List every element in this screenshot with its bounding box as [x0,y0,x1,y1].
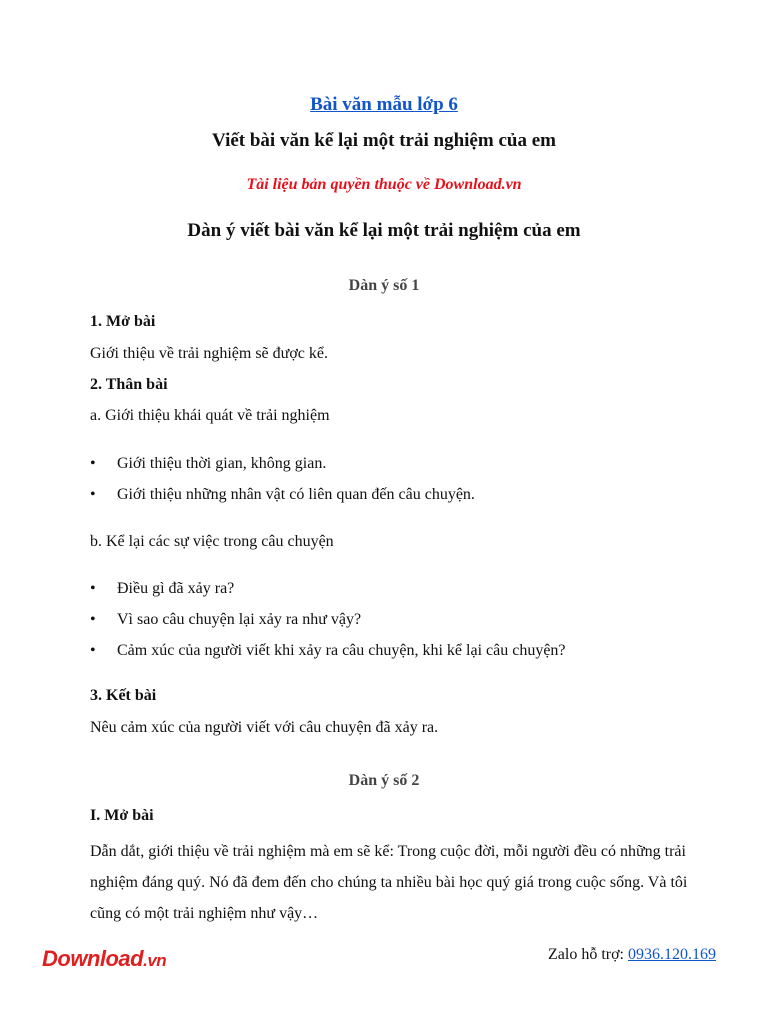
copyright-notice: Tài liệu bản quyền thuộc về Download.vn [246,176,522,193]
download-vn-logo[interactable] [42,946,166,972]
outline-2-intro-heading: I. Mở bài [90,807,154,824]
zalo-support [548,946,716,964]
outline-1-intro-heading: 1. Mở bài [90,313,156,330]
zalo-phone-link[interactable]: 0936.120.169 [628,946,716,963]
outline-1-bullets-a [90,454,475,516]
logo-suffix: .vn [143,951,167,970]
page-title: Viết bài văn kể lại một trải nghiệm của em [212,130,556,151]
list-item: • Giới thiệu những nhân vật có liên quan đến câu chuyện. [90,485,475,516]
list-item: • Vì sao câu chuyện lại xảy ra như vậy? [90,610,566,641]
logo-text: Download [42,946,144,971]
outline-1-part-a: a. Giới thiệu khái quát về trải nghiệm [90,407,330,424]
outline-1-body-heading: 2. Thân bài [90,376,168,393]
outline-1-title: Dàn ý số 1 [348,277,420,294]
outline-1-intro-text: Giới thiệu về trải nghiệm sẽ được kể. [90,345,328,362]
list-item: • Cảm xúc của người viết khi xảy ra câu chuyện, khi kể lại câu chuyện? [90,641,566,672]
outline-1-conclusion-heading: 3. Kết bài [90,687,157,704]
outline-1-conclusion-text: Nêu cảm xúc của người viết với câu chuyện đã xảy ra. [90,719,439,736]
outline-1-part-b: b. Kể lại các sự việc trong câu chuyện [90,533,334,550]
outline-1-bullets-b [90,579,566,672]
outline-section-title: Dàn ý viết bài văn kể lại một trải nghiệm của em [187,220,581,241]
list-item: • Giới thiệu thời gian, không gian. [90,454,475,485]
zalo-label: Zalo hỗ trợ: [548,946,628,963]
list-item: • Điều gì đã xảy ra? [90,579,566,610]
category-link[interactable]: Bài văn mẫu lớp 6 [310,94,458,115]
outline-2-title: Dàn ý số 2 [348,772,420,789]
outline-2-intro-text: Dẫn dắt, giới thiệu về trải nghiệm mà em sẽ kể: Trong cuộc đời, mỗi người đều có những trải nghiệm đáng quý. Nó đã đem đến cho chúng ta nhiều bài học quý giá trong cuộc sống. Và tôi cũng có một trải nghiệm như vậy… [90,843,688,922]
